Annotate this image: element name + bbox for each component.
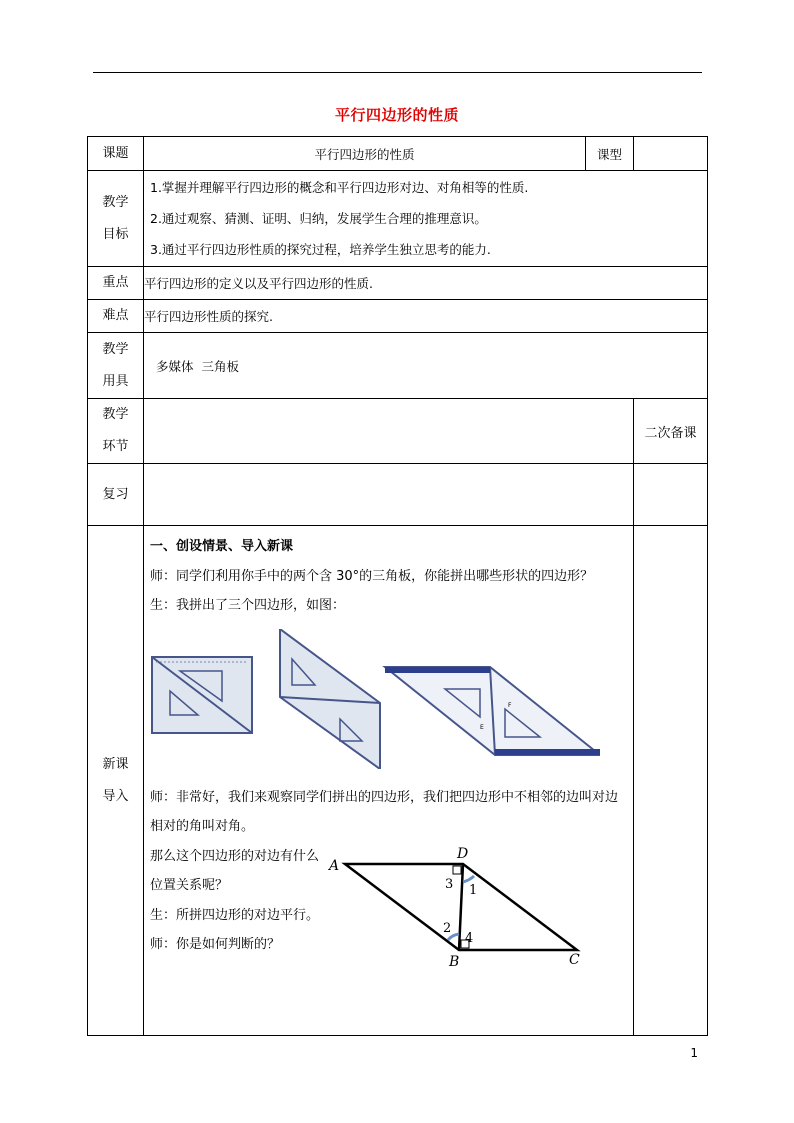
triangle-figures	[150, 629, 627, 769]
key-value: 平行四边形的定义以及平行四边形的性质.	[144, 267, 708, 300]
tools-value: 多媒体 三角板	[144, 333, 708, 399]
rectangle-figure	[152, 657, 252, 733]
angle-3-label: 3	[445, 876, 454, 892]
new-lesson-row	[88, 526, 708, 1036]
section-heading: 一、创设情景、导入新课	[150, 539, 294, 554]
new-lesson-label: 新课 导入	[88, 526, 144, 1036]
topic-label: 课题	[88, 137, 144, 171]
goals-list	[144, 171, 708, 267]
label-c: C	[569, 951, 580, 968]
set-square-figures	[150, 629, 600, 769]
difficulty-label: 难点	[88, 300, 144, 333]
angle-1-label: 1	[469, 882, 478, 898]
second-prep-label: 二次备课	[634, 399, 708, 464]
label-d: D	[457, 845, 469, 862]
type-label: 课型	[586, 137, 634, 171]
teacher-explanation: 师：非常好，我们来观察同学们拼出的四边形，我们把四边形中不相邻的边叫对边相对的角叫对角。	[150, 789, 619, 834]
topic-row	[88, 137, 708, 171]
label-e: E	[480, 723, 484, 731]
parallelogram-figure-3	[385, 667, 600, 755]
lesson-plan-table	[87, 136, 708, 1036]
parallelogram-section	[150, 842, 627, 992]
parallelogram-figure-2	[280, 629, 380, 769]
page-number: 1	[690, 1046, 698, 1060]
angle-2-label: 2	[443, 920, 452, 936]
key-label: 重点	[88, 267, 144, 300]
header-rule	[93, 72, 702, 73]
angle-4-label: 4	[465, 930, 474, 946]
goals-row	[88, 171, 708, 267]
goal-item: 3.通过平行四边形性质的探究过程，培养学生独立思考的能力.	[150, 242, 491, 257]
review-notes	[634, 464, 708, 526]
teacher-question-2: 那么这个四边形的对边有什么位置关系呢？	[150, 848, 320, 893]
goals-label: 教学 目标	[88, 171, 144, 267]
key-row	[88, 267, 708, 300]
student-answer-2: 生：所拼四边形的对边平行。	[150, 907, 320, 923]
teacher-question-3: 师：你是如何判断的？	[150, 937, 281, 952]
stage-label: 教学 环节	[88, 399, 144, 464]
question-block	[150, 842, 320, 960]
review-label: 复习	[88, 464, 144, 526]
goal-item: 1.掌握并理解平行四边形的概念和平行四边形对边、对角相等的性质.	[150, 180, 529, 195]
new-lesson-notes	[634, 526, 708, 1036]
difficulty-row	[88, 300, 708, 333]
tools-label: 教学 用具	[88, 333, 144, 399]
type-value	[634, 137, 708, 171]
topic-value: 平行四边形的性质	[144, 137, 586, 171]
student-answer: 生：我拼出了三个四边形，如图：	[150, 598, 346, 613]
new-lesson-content	[144, 526, 634, 1036]
parallelogram-abcd-diagram	[325, 842, 590, 972]
teacher-question: 师：同学们利用你手中的两个含 30°的三角板，你能拼出哪些形状的四边形？	[150, 568, 594, 584]
label-b: B	[449, 953, 460, 970]
goal-item: 2.通过观察、猜测、证明、归纳，发展学生合理的推理意识。	[150, 211, 487, 226]
document-title: 平行四边形的性质	[334, 106, 459, 124]
label-f: F	[508, 701, 512, 709]
stage-row	[88, 399, 708, 464]
difficulty-value: 平行四边形性质的探究.	[144, 300, 708, 333]
review-value	[144, 464, 634, 526]
stage-value	[144, 399, 634, 464]
review-row	[88, 464, 708, 526]
tools-row	[88, 333, 708, 399]
label-a: A	[329, 857, 340, 874]
